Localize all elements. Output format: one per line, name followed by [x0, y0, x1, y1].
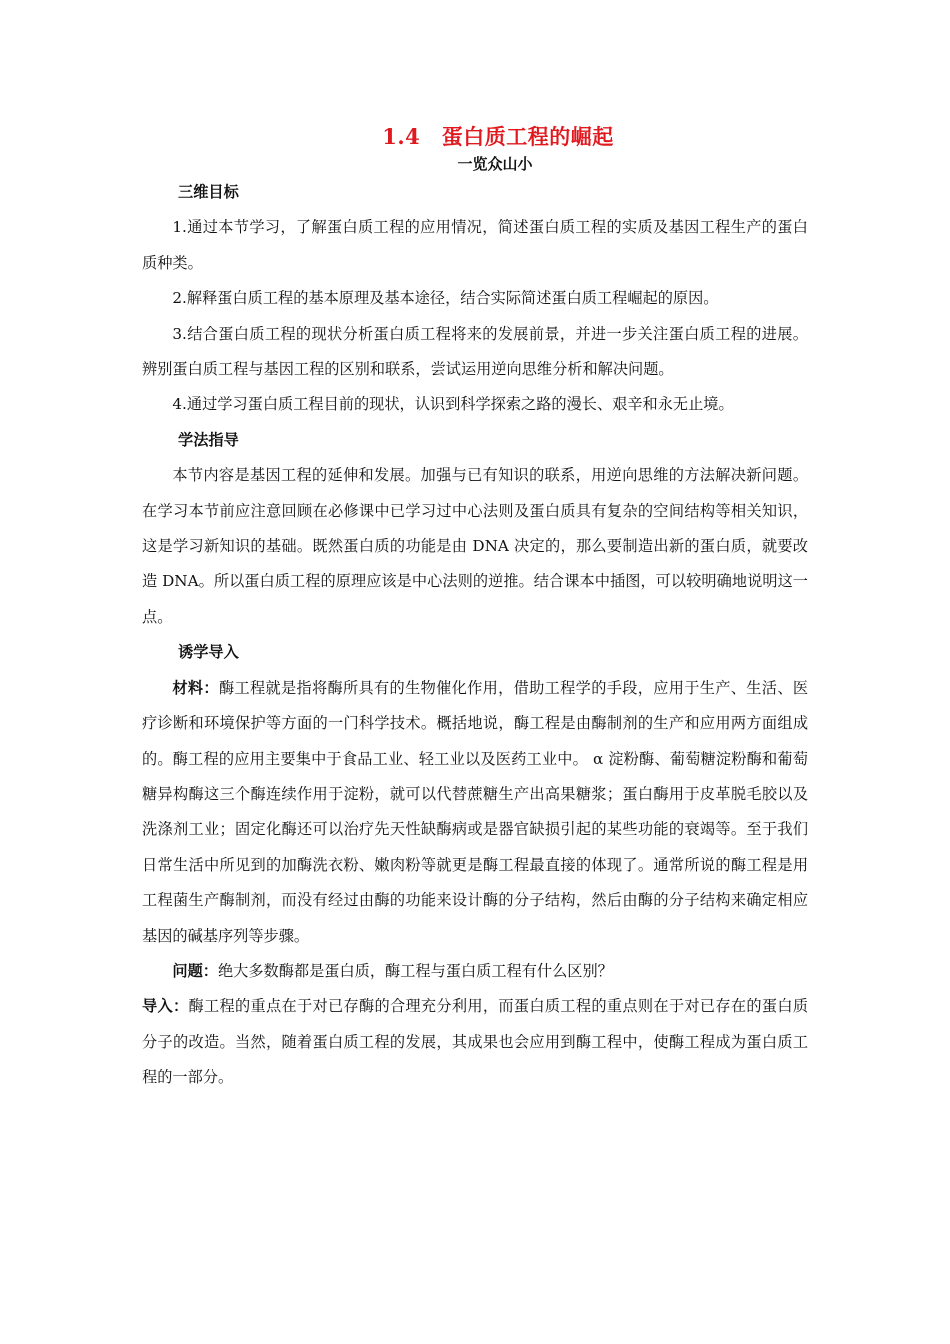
objectives-heading: 三维目标 — [178, 183, 239, 201]
objective-item-3: 3.结合蛋白质工程的现状分析蛋白质工程将来的发展前景，并进一步关注蛋白质工程的进展。辨别蛋白质工程与基因工程的区别和联系，尝试运用逆向思维分析和解决问题。 — [142, 324, 808, 379]
question-label: 问题： — [172, 961, 218, 980]
objective-item-1: 1.通过本节学习，了解蛋白质工程的应用情况，简述蛋白质工程的实质及基因工程生产的蛋白质种类。 — [142, 218, 808, 272]
material-text: 酶工程就是指将酶所具有的生物催化作用，借助工程学的手段，应用于生产、生活、医疗诊断和环境保护等方面的一门科学技术。概括地说，酶工程是由酶制剂的生产和应用两方面组成的。酶工程的应用主要集中于食品工业、轻工业以及医药工业中。 α 淀粉酶、葡萄糖淀粉酶和葡萄糖异构酶这三个酶连续作用于淀粉，就可以代替蔗糖生产出高果糖浆；蛋白酶用于皮革脱毛胶以及洗涤剂工业；固定化酶还可以治疗先天性缺酶病或是器官缺损引起的某些功能的衰竭等。至于我们日常生活中所见到的加酶洗衣粉、嫩肉粉等就更是酶工程最直接的体现了。通常所说的酶工程是用工程菌生产酶制剂，而没有经过由酶的功能来设计酶的分子结构，然后由酶的分子结构来确定相应基因的碱基序列等步骤。 — [142, 678, 809, 945]
document-subtitle: 一览众山小 — [457, 155, 533, 173]
guide-label: 导入： — [142, 997, 189, 1016]
document-body — [142, 175, 808, 1096]
guide-text: 酶工程的重点在于对已存酶的合理充分利用，而蛋白质工程的重点则在于对已存在的蛋白质分子的改造。当然，随着蛋白质工程的发展，其成果也会应用到酶工程中，使酶工程成为蛋白质工程的一部分。 — [142, 997, 809, 1087]
method-paragraph: 本节内容是基因工程的延伸和发展。加强与已有知识的联系，用逆向思维的方法解决新问题。在学习本节前应注意回顾在必修课中已学习过中心法则及蛋白质具有复杂的空间结构等相关知识，这是学习新知识的基础。既然蛋白质的功能是由 DNA 决定的，那么要制造出新的蛋白质，就要改造 DNA。所以蛋白质工程的原理应该是中心法则的逆推。结合课本中插图，可以较明确地说明这一点。 — [142, 466, 808, 626]
document-title: 1.4 蛋白质工程的崛起 — [382, 124, 614, 149]
question-paragraph — [142, 954, 808, 989]
intro-heading: 诱学导入 — [178, 643, 239, 662]
material-label: 材料： — [172, 678, 219, 697]
material-paragraph — [142, 671, 808, 954]
question-text: 绝大多数酶都是蛋白质，酶工程与蛋白质工程有什么区别？ — [217, 961, 613, 980]
objective-item-2: 2.解释蛋白质工程的基本原理及基本途径，结合实际简述蛋白质工程崛起的原因。 — [172, 289, 719, 308]
objective-item-4: 4.通过学习蛋白质工程目前的现状，认识到科学探索之路的漫长、艰辛和永无止境。 — [172, 395, 734, 414]
method-heading: 学法指导 — [178, 430, 239, 449]
guide-paragraph — [142, 989, 808, 1095]
